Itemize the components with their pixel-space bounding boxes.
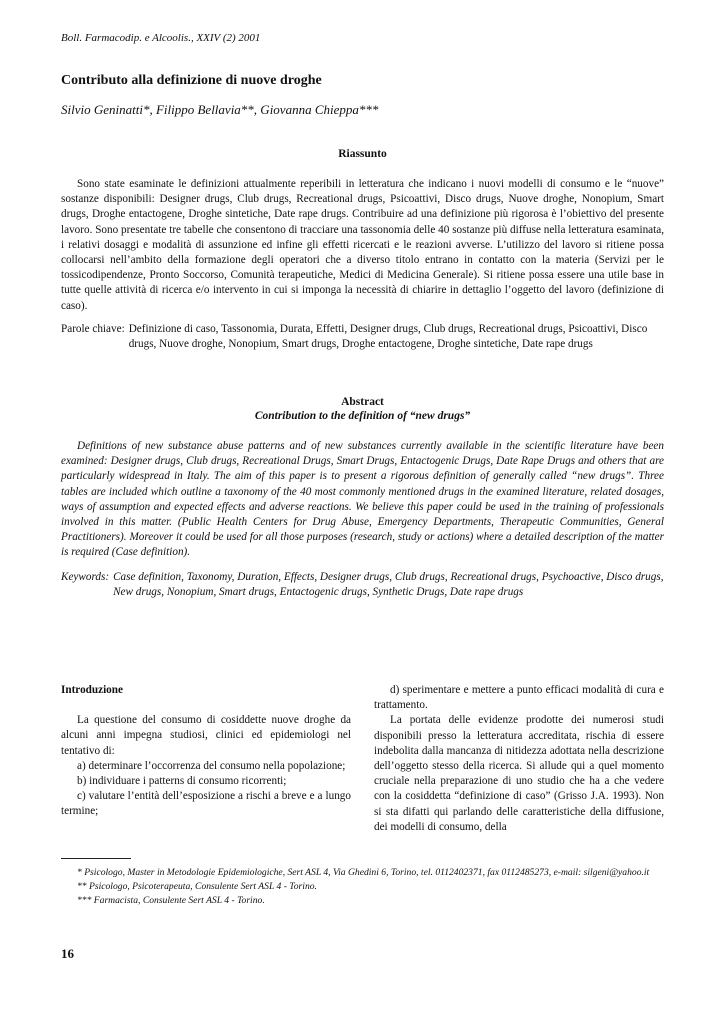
intro-left-column <box>61 683 351 820</box>
intro-heading: Introduzione <box>61 684 123 696</box>
keywords-label: Keywords: <box>61 571 110 583</box>
keywords-label: Parole chiave: <box>61 323 125 335</box>
abstract-subtitle: Contribution to the definition of “new drugs” <box>254 410 471 422</box>
riassunto-body: Sono state esaminate le definizioni attualmente reperibili in letteratura che indicano i nuovi modelli di consumo e le “nuove” sostanze disponibili: Designer drugs, Club drugs, Recreational drugs, Psicoattivi, Disco drugs, Nuove droghe, Nonopium, Smart drugs, Droghe entactogene, Droghe sintetiche, Date rape drugs. Contribuire ad una definizione più rigorosa è l’obiettivo del presente lavoro. Sono presentate tre tabelle che consentono di tracciare una tassonomia delle 40 sostanze più diffuse nella letteratura esaminata, i relativi dosaggi e modalità di assunzione ed infine gli effetti ricercati e le reazioni avverse. L’utilizzo del lavoro si ritiene possa collocarsi nell’ambito della formazione degli operatori che a diverso titolo entrano in contatto con la materia (Servizi per le tossicodipendenze, Pronto Soccorso, Comunità terapeutiche, Medici di Medicina Generale). Si ritiene possa essere una utile base in tutte quelle attività di ricerca e/o intervento in cui si imponga la necessità di chiarire in dettaglio l’oggetto del lavoro (definizione di caso). <box>61 178 664 312</box>
intro-list-item: a) determinare l’occorrenza del consumo nella popolazione; <box>77 759 346 772</box>
keywords-list: Definizione di caso, Tassonomia, Durata, Effetti, Designer drugs, Club drugs, Recreational drugs, Psicoattivi, Disco drugs, Nuove droghe, Nonopium, Smart drugs, Droghe entactogene, Droghe sintetiche, Date rape drugs <box>128 323 648 351</box>
riassunto-keywords <box>61 322 664 352</box>
journal-header: Boll. Farmacodip. e Alcoolis., XXIV (2) 2001 <box>61 32 261 44</box>
intro-list-item: b) individuare i patterns di consumo ricorrenti; <box>77 775 287 788</box>
intro-list-item: d) sperimentare e mettere a punto efficaci modalità di cura e trattamento. <box>374 684 664 712</box>
footnote: *** Farmacista, Consulente Sert ASL 4 - Torino. <box>77 895 265 906</box>
intro-paragraph: La portata delle evidenze prodotte dei numerosi studi disponibili presso la letteratura accreditata, rischia di essere indebolita dalla mancanza di nitidezza adottata nella descrizione dell’oggetto stesso della ricerca. Si allude qui a quel momento cruciale nella preparazione di uno studio che ha a che vedere con la cosiddetta “definizione di caso” (Grisso J.A. 1993). Non si sta difatti qui parlando delle caratteristiche della diffusione, dei modelli di consumo, della <box>374 714 664 833</box>
page-number: 16 <box>61 946 74 961</box>
footnote: * Psicologo, Master in Metodologie Epidemiologiche, Sert ASL 4, Via Ghedini 6, Torino, tel. 0112402371, fax 0112485273, e-mail: silgeni@yahoo.it <box>77 867 650 878</box>
abstract-body: Definitions of new substance abuse patterns and of new substances currently available in the scientific literature have been examined: Designer drugs, Club drugs, Recreational Drugs, Smart Drugs, Entactogenic Drugs, Date Rape Drugs and others that are particularly widespread in Italy. The aim of this paper is to present a rigorous definition of generally called “new drugs”. Three tables are included which outline a taxonomy of the 40 most commonly mentioned drugs in the examined literature, related dosages, ways of assumption and expected effects and adverse reactions. We believe this paper could be used in the training of professionals involved in this matter. (Public Health Centers for Drug Abuse, Emergency Departments, Therapeutic Communities, General Practitioners). Moreover it could be used for all those purposes (research, study or actions) where a detailed description of the matter is required (Case definition). <box>61 440 664 559</box>
footnote-divider <box>61 858 131 859</box>
intro-right-column <box>374 683 664 835</box>
intro-paragraph: La questione del consumo di cosiddette nuove droghe da alcuni anni impegna studiosi, clinici ed epidemiologi nel tentativo di: <box>61 714 351 757</box>
footnotes <box>61 866 664 908</box>
article-authors: Silvio Geninatti*, Filippo Bellavia**, Giovanna Chieppa*** <box>61 102 379 117</box>
riassunto-heading: Riassunto <box>338 148 387 160</box>
abstract-keywords <box>61 570 664 600</box>
intro-list-item: c) valutare l’entità dell’esposizione a rischi a breve e a lungo termine; <box>61 790 351 818</box>
keywords-list: Case definition, Taxonomy, Duration, Effects, Designer drugs, Club drugs, Recreational drugs, Psychoactive, Disco drugs, New drugs, Nonopium, Smart drugs, Entactogenic drugs, Synthetic Drugs, Date rape drugs <box>113 571 664 599</box>
abstract-heading: Abstract <box>341 396 384 408</box>
article-title: Contributo alla definizione di nuove droghe <box>61 73 322 88</box>
footnote: ** Psicologo, Psicoterapeuta, Consulente Sert ASL 4 - Torino. <box>77 881 317 892</box>
